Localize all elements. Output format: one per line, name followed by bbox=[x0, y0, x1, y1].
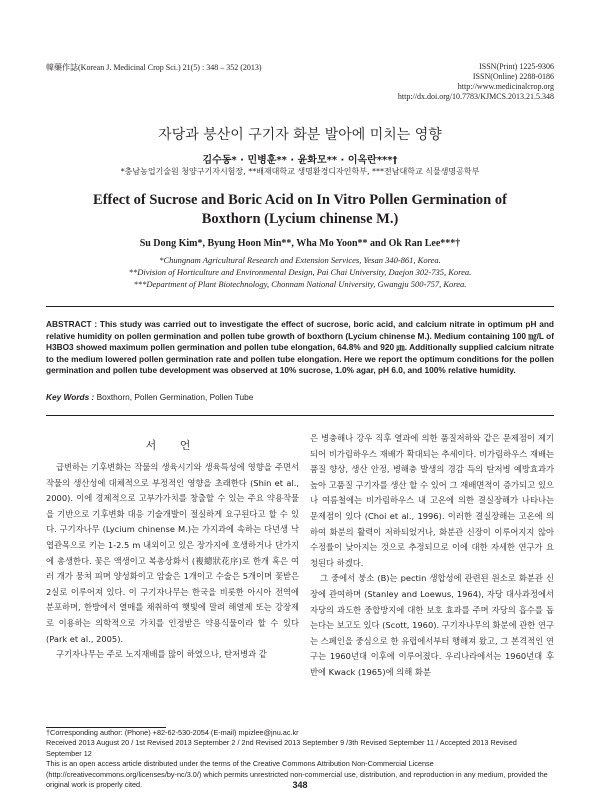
affiliation-3: ***Department of Plant Biotechnology, Chonnam National University, Gwangju 500-757, Korea. bbox=[133, 279, 467, 289]
journal-identifiers bbox=[398, 62, 554, 102]
affiliation-2: **Division of Horticulture and Environmental Design, Pai Chai University, Daejon 302-735, Korea. bbox=[128, 267, 472, 277]
title-korean: 자당과 붕산이 구기자 화분 발아에 미치는 영향 bbox=[158, 127, 442, 143]
affiliations-korean: *충남농업기술원 청양구기자시험장, **배재대학교 생명환경디자인학부, ***전남대학교 식물생명공학부 bbox=[120, 167, 480, 176]
section-heading-introduction: 서 언 bbox=[145, 439, 201, 452]
title-english bbox=[40, 191, 560, 229]
page-number: 348 bbox=[292, 780, 308, 790]
body-column-right bbox=[310, 431, 554, 681]
abstract: ABSTRACT : This study was carried out to investigate the effect of sucrose, boric acid, and calcium nitrate in optimum pH and relative humidity on pollen germination and pollen tube growth of boxthorn (Lycium chinense M.). Medium containing 100 ㎎/L of H3BO3 showed maximum pollen germination and pollen tube elongation, 64.8% and 920 ㎛. Additionally supplied calcium nitrate to the medium lowered pollen germination rate and pollen tube elongation. Here we report the optimum conditions for the pollen germination and pollen tube development was observed at 10% sucrose, 1.0% agar, pH 6.0, and 100% relative humidity. bbox=[46, 319, 554, 375]
license-notice: This is an open access article distributed under the terms of the Creative Commons Attribution Non-Commercial License (http://creativecommons.org/licenses/by-nc/3.0/) which permits unrestricted non-commercial use, distribution, and reproduction in any medium, provided the original work is properly cited. bbox=[46, 759, 548, 790]
issn-online: ISSN(Online) 2288-0186 bbox=[472, 72, 554, 81]
body-paragraph: 은 병충해나 강우 직후 열과에 의한 품질저하와 같은 문제점이 제기되어 비가림하우스 재배가 확대되는 추세이다. 비가림하우스 재배는 품질 향상, 생산 안정, 병해충 발생의 경감 득의 탄저병 예방효과가 높아 고품질 구기자를 생산 할 수 있어 그 재배면적이 증가되고 있으나 여름철에는 비가림하우스 내 고온에 의한 결실장해가 나타나는 문제점이 있다 (Choi et al., 1996). 이러한 결실장해는 고온에 의하여 화분의 활력이 저하되었거나, 화분관 신장이 이루어지지 않아 수정률이 낮아지는 것으로 추정되므로 이에 대한 자세한 연구가 요청된다 하겠다. bbox=[310, 433, 554, 568]
doi-link[interactable]: http://dx.doi.org/10.7783/KJMCS.2013.21.5.348 bbox=[397, 92, 554, 101]
affiliation-1: *Chungnam Agricultural Research and Extension Services, Yesan 340-861, Korea. bbox=[159, 255, 441, 265]
abstract-divider bbox=[46, 415, 554, 416]
body-column-left bbox=[46, 460, 299, 663]
title-english-line1: Effect of Sucrose and Boric Acid on In Vitro Pollen Germination of bbox=[93, 192, 507, 208]
keywords-list: Boxthorn, Pollen Germination, Pollen Tube bbox=[96, 392, 254, 402]
keywords-label: Key Words : bbox=[46, 392, 95, 402]
keywords bbox=[46, 392, 253, 402]
received-dates: Received 2013 August 20 / 1st Revised 2013 September 2 / 2nd Revised 2013 September 9 /3th Revised September 11 / Accepted 2013 Revised September 12 bbox=[46, 738, 517, 758]
issn-print: ISSN(Print) 1225-9306 bbox=[479, 62, 554, 71]
authors-korean: 김수동* · 민병훈** · 윤화모** · 이옥란***† bbox=[202, 155, 398, 166]
corresponding-author: †Corresponding author: (Phone) +82-62-530-2054 (E-mail) mpizlee@jnu.ac.kr bbox=[46, 728, 299, 737]
affiliations-english bbox=[0, 254, 600, 290]
authors-english: Su Dong Kim*, Byung Hoon Min**, Wha Mo Yoon** and Ok Ran Lee***† bbox=[139, 238, 461, 249]
journal-citation: 韓藥作誌(Korean J. Medicinal Crop Sci.) 21(5) : 348 – 352 (2013) bbox=[46, 63, 262, 72]
top-divider bbox=[46, 306, 554, 307]
body-paragraph: 급변하는 기후변화는 작물의 생육시기와 생육특성에 영향을 주면서 작물의 생산성에 대체적으로 부정적인 영향을 초래한다 (Shin et al., 2000). 이에 경제적으로 고부가가치를 창출할 수 있는 주요 약용작물을 기반으로 기후변화 대응 기술개발이 절실하게 요구된다고 할 수 있다. 구기자나무 (Lycium chinense M.)는 가지과에 속하는 다년생 낙엽관목으로 키는 1-2.5 m 내외이고 있은 장가지에 호생하거나 단가지에 총생한다. 꽃은 액생이고 복총상화서 (複總狀花序)로 한개 혹은 여러 개가 뭉쳐 피며 양성화이고 암술은 1개이고 수술은 5개이며 꽃받은 2실로 이루어져 있다. 이 구기자나무는 한국을 비롯한 아시아 전역에 분포하며, 한방에서 열매를 채취하여 햇빛에 말려 해열제 또는 강장제로 이용하는 의학적으로 가치를 인정받은 약용식물이라 할 수 있다 (Park et al., 2005). bbox=[46, 462, 299, 644]
body-paragraph: 그 중에서 붕소 (B)는 pectin 생합성에 관련된 원소로 화분관 신장에 관여하며 (Stanley and Loewus, 1964), 자당 대사과정에서 자당의 과도한 중합방지에 대한 보호 효과를 주며 자당의 흡수를 돕는다는 보고도 있다 (Scott, 1960). 구기자나무의 화분에 관한 연구는 스페인을 중심으로 한 유럽에서부터 행해져 왔고, 그 본격적인 연구는 1960년대 이후에 이루어졌다. 우리나라에서는 1960년대 후반에 Kwack (1965)에 의해 화분 bbox=[310, 573, 554, 677]
title-english-line2: Boxthorn (Lycium chinense M.) bbox=[201, 211, 399, 227]
journal-url[interactable]: http://www.medicinalcrop.org bbox=[457, 82, 554, 91]
body-paragraph: 구기자나무는 주로 노지재배를 많이 하였으나, 탄저병과 같 bbox=[56, 649, 267, 660]
